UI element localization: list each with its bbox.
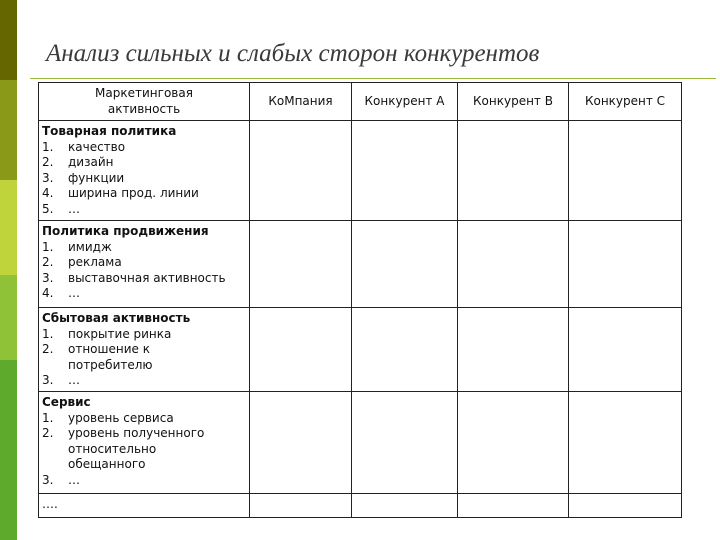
accent-bar-2 <box>0 80 17 180</box>
cell-empty <box>352 392 458 494</box>
cell-empty <box>569 308 682 392</box>
cell-empty <box>250 392 352 494</box>
list-item: 2. дизайн <box>42 155 114 169</box>
row-product-policy <box>39 121 250 221</box>
cell-empty <box>250 308 352 392</box>
list-item: 4. … <box>42 286 80 300</box>
cell-empty <box>352 121 458 221</box>
cell-empty <box>250 494 352 518</box>
cell-empty <box>569 221 682 308</box>
list-item: 3. … <box>42 472 80 487</box>
cell-empty <box>458 121 569 221</box>
title-divider <box>30 78 716 79</box>
list-item: 1. имидж <box>42 239 112 254</box>
cell-empty <box>458 308 569 392</box>
list-item: 1. покрытие ринка <box>42 326 172 341</box>
list-item: 3. функции <box>42 170 125 185</box>
category-title: Сбытовая активность <box>42 311 191 325</box>
list-item: 3. выставочная активность <box>42 270 226 285</box>
header-competitor-b: Конкурент В <box>458 83 569 121</box>
category-title: Сервис <box>42 395 91 409</box>
accent-bar-5 <box>0 360 17 540</box>
cell-empty <box>352 494 458 518</box>
cell-empty <box>458 221 569 308</box>
list-item: 2. отношение к потребителю <box>42 342 153 372</box>
table-row <box>39 221 682 308</box>
list-item: 3. … <box>42 373 80 387</box>
list-item: 2. уровень полученного относительно обещанного <box>42 426 205 471</box>
header-competitor-c: Конкурент С <box>569 83 682 121</box>
table-row <box>39 392 682 494</box>
competitor-analysis-table <box>38 82 682 518</box>
row-service <box>39 392 250 494</box>
row-sales-activity <box>39 308 250 392</box>
table-header-row <box>39 83 682 121</box>
category-title: Товарная политика <box>42 124 177 138</box>
cell-empty <box>569 121 682 221</box>
header-company: КоМпания <box>250 83 352 121</box>
list-item: 4. ширина прод. линии <box>42 186 199 200</box>
header-competitor-a: Конкурент А <box>352 83 458 121</box>
list-item: 5. … <box>42 201 80 216</box>
list-item: 1. качество <box>42 139 126 154</box>
list-item: 1. уровень сервиса <box>42 410 174 425</box>
accent-bar-4 <box>0 275 17 360</box>
row-promotion-policy <box>39 221 250 308</box>
slide-title: Анализ сильных и слабых сторон конкурентов <box>46 40 540 67</box>
cell-empty <box>250 121 352 221</box>
cell-empty <box>569 392 682 494</box>
row-ellipsis: …. <box>39 494 250 518</box>
cell-empty <box>352 221 458 308</box>
cell-empty <box>569 494 682 518</box>
table-row <box>39 121 682 221</box>
category-title: Политика продвижения <box>42 224 209 238</box>
cell-empty <box>352 308 458 392</box>
list-item: 2. реклама <box>42 255 122 269</box>
accent-bar-1 <box>0 0 17 80</box>
header-activity: Маркетинговая активность <box>39 83 250 121</box>
cell-empty <box>458 494 569 518</box>
cell-empty <box>458 392 569 494</box>
cell-empty <box>250 221 352 308</box>
table-row <box>39 494 682 518</box>
accent-bar-3 <box>0 180 17 275</box>
table-row <box>39 308 682 392</box>
